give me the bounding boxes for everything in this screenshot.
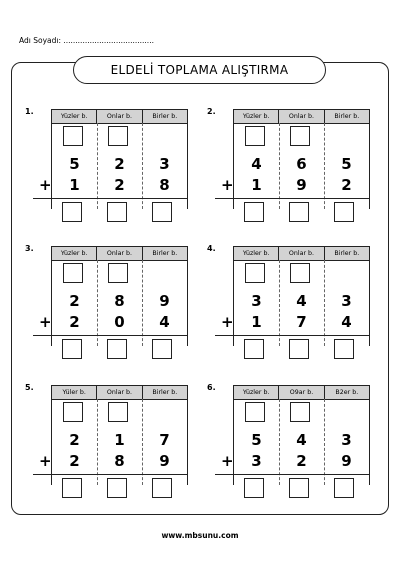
digit-top-ones: 3	[159, 155, 170, 173]
problem-5	[25, 383, 185, 498]
carry-box-hundreds[interactable]	[245, 402, 265, 422]
ones-header: Birler b.	[142, 247, 187, 260]
column-divider	[142, 123, 143, 209]
digit-bottom-ones: 4	[159, 313, 170, 331]
problem-3	[25, 244, 185, 359]
plus-sign: +	[221, 176, 234, 194]
plus-sign: +	[39, 313, 52, 331]
column-divider	[279, 260, 280, 346]
carry-box-tens[interactable]	[108, 263, 128, 283]
digit-bottom-tens: 2	[114, 176, 125, 194]
carry-box-hundreds[interactable]	[63, 126, 83, 146]
answer-box-ones[interactable]	[152, 339, 172, 359]
answer-box-ones[interactable]	[334, 478, 354, 498]
digit-bottom-ones: 8	[159, 176, 170, 194]
digit-top-tens: 1	[114, 431, 125, 449]
column-divider	[97, 260, 98, 346]
ones-header: Birler b.	[142, 110, 187, 123]
hundreds-header: Yüzler b.	[60, 250, 88, 257]
plus-sign: +	[221, 452, 234, 470]
digit-bottom-ones: 9	[341, 452, 352, 470]
digit-bottom-hundreds: 1	[69, 176, 80, 194]
problem-number: 4.	[207, 244, 216, 253]
ones-header: Birler b.	[142, 386, 187, 399]
digit-top-ones: 9	[159, 292, 170, 310]
answer-box-hundreds[interactable]	[62, 478, 82, 498]
hundreds-header: Yüzler b.	[242, 389, 270, 396]
column-divider	[142, 399, 143, 485]
ones-header: Birler b.	[324, 110, 369, 123]
answer-box-ones[interactable]	[152, 478, 172, 498]
digit-top-hundreds: 5	[251, 431, 262, 449]
hundreds-header: Yüler b.	[62, 389, 86, 396]
sum-line	[215, 198, 369, 199]
digit-top-hundreds: 3	[251, 292, 262, 310]
column-headers	[52, 109, 187, 124]
digit-bottom-hundreds: 2	[69, 313, 80, 331]
ones-header: B2er b.	[324, 386, 369, 399]
place-value-table	[233, 109, 370, 209]
digit-top-hundreds: 5	[69, 155, 80, 173]
place-value-table	[51, 385, 188, 485]
name-line: Adı Soyadı: ......................................	[19, 36, 154, 45]
column-headers	[234, 385, 369, 400]
digit-top-tens: 6	[296, 155, 307, 173]
tens-header: Onlar b.	[278, 247, 323, 260]
tens-header: Onlar b.	[278, 110, 323, 123]
digit-top-hundreds: 2	[69, 292, 80, 310]
carry-box-hundreds[interactable]	[245, 126, 265, 146]
footer-url: www.mbsunu.com	[161, 531, 239, 540]
digit-bottom-tens: 8	[114, 452, 125, 470]
problem-2	[207, 107, 367, 222]
tens-header: Onlar b.	[96, 247, 141, 260]
answer-box-ones[interactable]	[334, 339, 354, 359]
digit-top-ones: 3	[341, 431, 352, 449]
column-headers	[234, 109, 369, 124]
carry-box-tens[interactable]	[290, 402, 310, 422]
digit-top-ones: 3	[341, 292, 352, 310]
column-divider	[279, 399, 280, 485]
problem-number: 5.	[25, 383, 34, 392]
sum-line	[215, 474, 369, 475]
place-value-table	[51, 109, 188, 209]
place-value-table	[233, 246, 370, 346]
digit-top-hundreds: 4	[251, 155, 262, 173]
answer-box-tens[interactable]	[289, 339, 309, 359]
digit-bottom-tens: 9	[296, 176, 307, 194]
carry-box-tens[interactable]	[108, 402, 128, 422]
column-headers	[52, 385, 187, 400]
digit-top-tens: 4	[296, 431, 307, 449]
plus-sign: +	[39, 452, 52, 470]
problem-1	[25, 107, 185, 222]
plus-sign: +	[39, 176, 52, 194]
tens-header: Onlar b.	[96, 110, 141, 123]
digit-top-tens: 2	[114, 155, 125, 173]
answer-box-tens[interactable]	[289, 202, 309, 222]
digit-bottom-tens: 0	[114, 313, 125, 331]
answer-box-hundreds[interactable]	[244, 202, 264, 222]
answer-box-hundreds[interactable]	[244, 478, 264, 498]
sum-line	[215, 335, 369, 336]
digit-bottom-hundreds: 3	[251, 452, 262, 470]
problem-number: 1.	[25, 107, 34, 116]
worksheet-title: ELDELİ TOPLAMA ALIŞTIRMA	[73, 56, 326, 84]
answer-box-tens[interactable]	[107, 339, 127, 359]
sum-line	[33, 198, 187, 199]
column-divider	[142, 260, 143, 346]
problem-number: 3.	[25, 244, 34, 253]
digit-top-tens: 4	[296, 292, 307, 310]
digit-bottom-hundreds: 1	[251, 176, 262, 194]
plus-sign: +	[221, 313, 234, 331]
hundreds-header: Yüzler b.	[242, 250, 270, 257]
answer-box-hundreds[interactable]	[62, 202, 82, 222]
column-headers	[52, 246, 187, 261]
digit-top-tens: 8	[114, 292, 125, 310]
digit-bottom-hundreds: 1	[251, 313, 262, 331]
problem-number: 6.	[207, 383, 216, 392]
carry-box-hundreds[interactable]	[245, 263, 265, 283]
hundreds-header: Yüzler b.	[242, 113, 270, 120]
answer-box-ones[interactable]	[334, 202, 354, 222]
column-divider	[324, 260, 325, 346]
column-divider	[97, 399, 98, 485]
answer-box-tens[interactable]	[107, 478, 127, 498]
ones-header: Birler b.	[324, 247, 369, 260]
sum-line	[33, 474, 187, 475]
column-divider	[324, 399, 325, 485]
answer-box-tens[interactable]	[289, 478, 309, 498]
tens-header: Onlar b.	[96, 386, 141, 399]
digit-bottom-ones: 9	[159, 452, 170, 470]
digit-top-ones: 7	[159, 431, 170, 449]
carry-box-hundreds[interactable]	[63, 263, 83, 283]
carry-box-tens[interactable]	[290, 263, 310, 283]
answer-box-hundreds[interactable]	[62, 339, 82, 359]
digit-top-ones: 5	[341, 155, 352, 173]
column-divider	[279, 123, 280, 209]
digit-bottom-ones: 4	[341, 313, 352, 331]
answer-box-ones[interactable]	[152, 202, 172, 222]
digit-bottom-tens: 7	[296, 313, 307, 331]
problem-4	[207, 244, 367, 359]
hundreds-header: Yüzler b.	[60, 113, 88, 120]
column-divider	[324, 123, 325, 209]
carry-box-tens[interactable]	[290, 126, 310, 146]
tens-header: O9ar b.	[278, 386, 323, 399]
column-headers	[234, 246, 369, 261]
carry-box-tens[interactable]	[108, 126, 128, 146]
column-divider	[97, 123, 98, 209]
problem-6	[207, 383, 367, 498]
sum-line	[33, 335, 187, 336]
answer-box-tens[interactable]	[107, 202, 127, 222]
place-value-table	[233, 385, 370, 485]
problem-number: 2.	[207, 107, 216, 116]
answer-box-hundreds[interactable]	[244, 339, 264, 359]
place-value-table	[51, 246, 188, 346]
digit-top-hundreds: 2	[69, 431, 80, 449]
digit-bottom-tens: 2	[296, 452, 307, 470]
digit-bottom-ones: 2	[341, 176, 352, 194]
carry-box-hundreds[interactable]	[63, 402, 83, 422]
digit-bottom-hundreds: 2	[69, 452, 80, 470]
